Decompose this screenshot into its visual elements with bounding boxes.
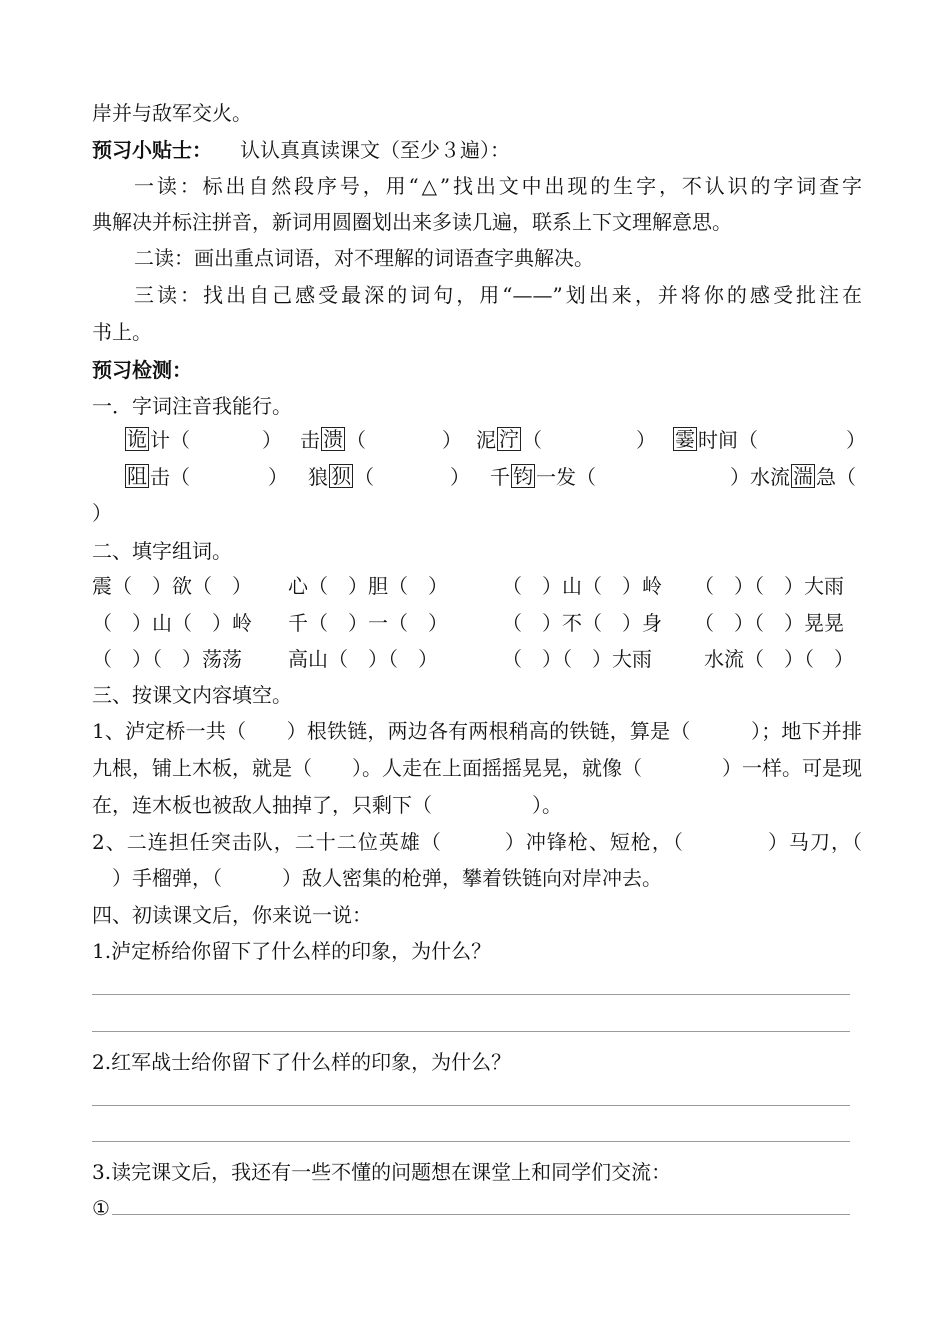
fill-item: （ ）山（ ）岭 (502, 574, 662, 598)
pinyin-item: 阻 击（ (127, 464, 190, 489)
test-heading-text: 预习检测： (92, 358, 192, 382)
boxed-char: 溃 (323, 427, 343, 451)
section3-title: 三、按课文内容填空。 (92, 683, 292, 707)
section4-q3: 3.读完课文后，我还有一些不懂的问题想在课堂上和同学们交流： (92, 1160, 672, 1184)
read3-line1: 三读：找出自己感受最深的词句，用“——”划出来，并将你的感受批注在 (134, 283, 862, 307)
answer-line[interactable] (92, 1105, 850, 1106)
fill-item: （ ）（ ）大雨 (694, 574, 844, 598)
section3-q1-line2: 九根，铺上木板，就是（ ）。人走在上面摇摇晃晃，就像（ ）一样。可是现 (92, 756, 862, 780)
boxed-char: 阻 (127, 464, 147, 488)
answer-line[interactable] (92, 1141, 850, 1142)
fill-item: 心（ ）胆（ ） (288, 574, 448, 598)
section3-q1-line1: 1、泸定桥一共（ ）根铁链，两边各有两根稍高的铁链，算是（ ）；地下并排 (92, 719, 862, 743)
fill-item: （ ）（ ）荡荡 (92, 647, 242, 671)
pinyin-row-2 (92, 463, 862, 491)
pinyin-item: 击 溃 （ (300, 427, 366, 452)
section3-q2-line2: ）手榴弹，（ ）敌人密集的枪弹，攀着铁链向对岸冲去。 (92, 866, 662, 890)
pinyin-item: 泥 泞 （ (476, 427, 542, 452)
question-marker-1: ① (92, 1196, 110, 1220)
section4-q1: 1.泸定桥给你留下了什么样的印象，为什么？ (92, 939, 492, 963)
test-heading (92, 356, 862, 384)
section3-q1-line3: 在，连木板也被敌人抽掉了，只剩下（ ）。 (92, 793, 562, 817)
tips-instruction: 认认真真读课文（至少３遍）： (240, 138, 510, 162)
pinyin-close: ） (442, 428, 462, 452)
fill-item: （ ）（ ）晃晃 (694, 611, 844, 635)
read2: 二读：画出重点词语，对不理解的词语查字典解决。 (134, 246, 594, 270)
fill-row-3 (92, 645, 862, 673)
pinyin-item: 狼 狈 （ (308, 464, 374, 489)
read1-line1: 一读：标出自然段序号，用“△”找出文中出现的生字，不认识的字词查字 (134, 174, 862, 198)
tips-label: 预习小贴士： (92, 138, 212, 162)
pinyin-item: 千 钧 一发（ (490, 464, 596, 489)
fill-row-1 (92, 572, 862, 600)
boxed-char: 狈 (331, 464, 351, 488)
section1-title: 一．字词注音我能行。 (92, 394, 292, 418)
pinyin-item: 诡 计（ (127, 427, 190, 452)
boxed-char: 湍 (793, 464, 813, 488)
boxed-char: 钧 (513, 464, 533, 488)
pinyin-item: ）水流 湍 急（ (730, 464, 856, 489)
fill-item: 水流（ ）（ ） (704, 647, 854, 671)
section4-q2: 2.红军战士给你留下了什么样的印象，为什么？ (92, 1050, 512, 1074)
fill-item: 震（ ）欲（ ） (92, 574, 252, 598)
fill-row-2 (92, 609, 862, 637)
fill-item: （ ）不（ ）身 (502, 611, 662, 635)
pinyin-close: ） (450, 465, 470, 489)
intro-tail: 岸并与敌军交火。 (92, 101, 252, 125)
pinyin-row-1 (92, 426, 866, 454)
boxed-char: 诡 (127, 427, 147, 451)
fill-item: （ ）山（ ）岭 (92, 611, 252, 635)
pinyin-close: ） (268, 465, 288, 489)
pinyin-wrap-close: ） (92, 501, 112, 525)
pinyin-item: 霎 时间（ (675, 427, 758, 452)
answer-line[interactable] (92, 1031, 850, 1032)
read3-line2: 书上。 (92, 320, 152, 344)
section3-q2-line1: 2、二连担任突击队，二十二位英雄（ ）冲锋枪、短枪，（ ）马刀，（ (92, 830, 862, 854)
pinyin-close: ） (262, 428, 282, 452)
boxed-char: 霎 (675, 427, 695, 451)
pinyin-close: ） (846, 428, 866, 452)
answer-line[interactable] (112, 1214, 850, 1215)
section2-title: 二、填字组词。 (92, 539, 232, 563)
section4-title: 四、初读课文后，你来说一说： (92, 903, 372, 927)
fill-item: 千（ ）一（ ） (288, 611, 448, 635)
pinyin-close: ） (636, 428, 656, 452)
fill-item: （ ）（ ）大雨 (502, 647, 652, 671)
answer-line[interactable] (92, 994, 850, 995)
boxed-char: 泞 (499, 427, 519, 451)
fill-item: 高山（ ）（ ） (288, 647, 438, 671)
read1-line2: 典解决并标注拼音，新词用圆圈划出来多读几遍，联系上下文理解意思。 (92, 210, 732, 234)
